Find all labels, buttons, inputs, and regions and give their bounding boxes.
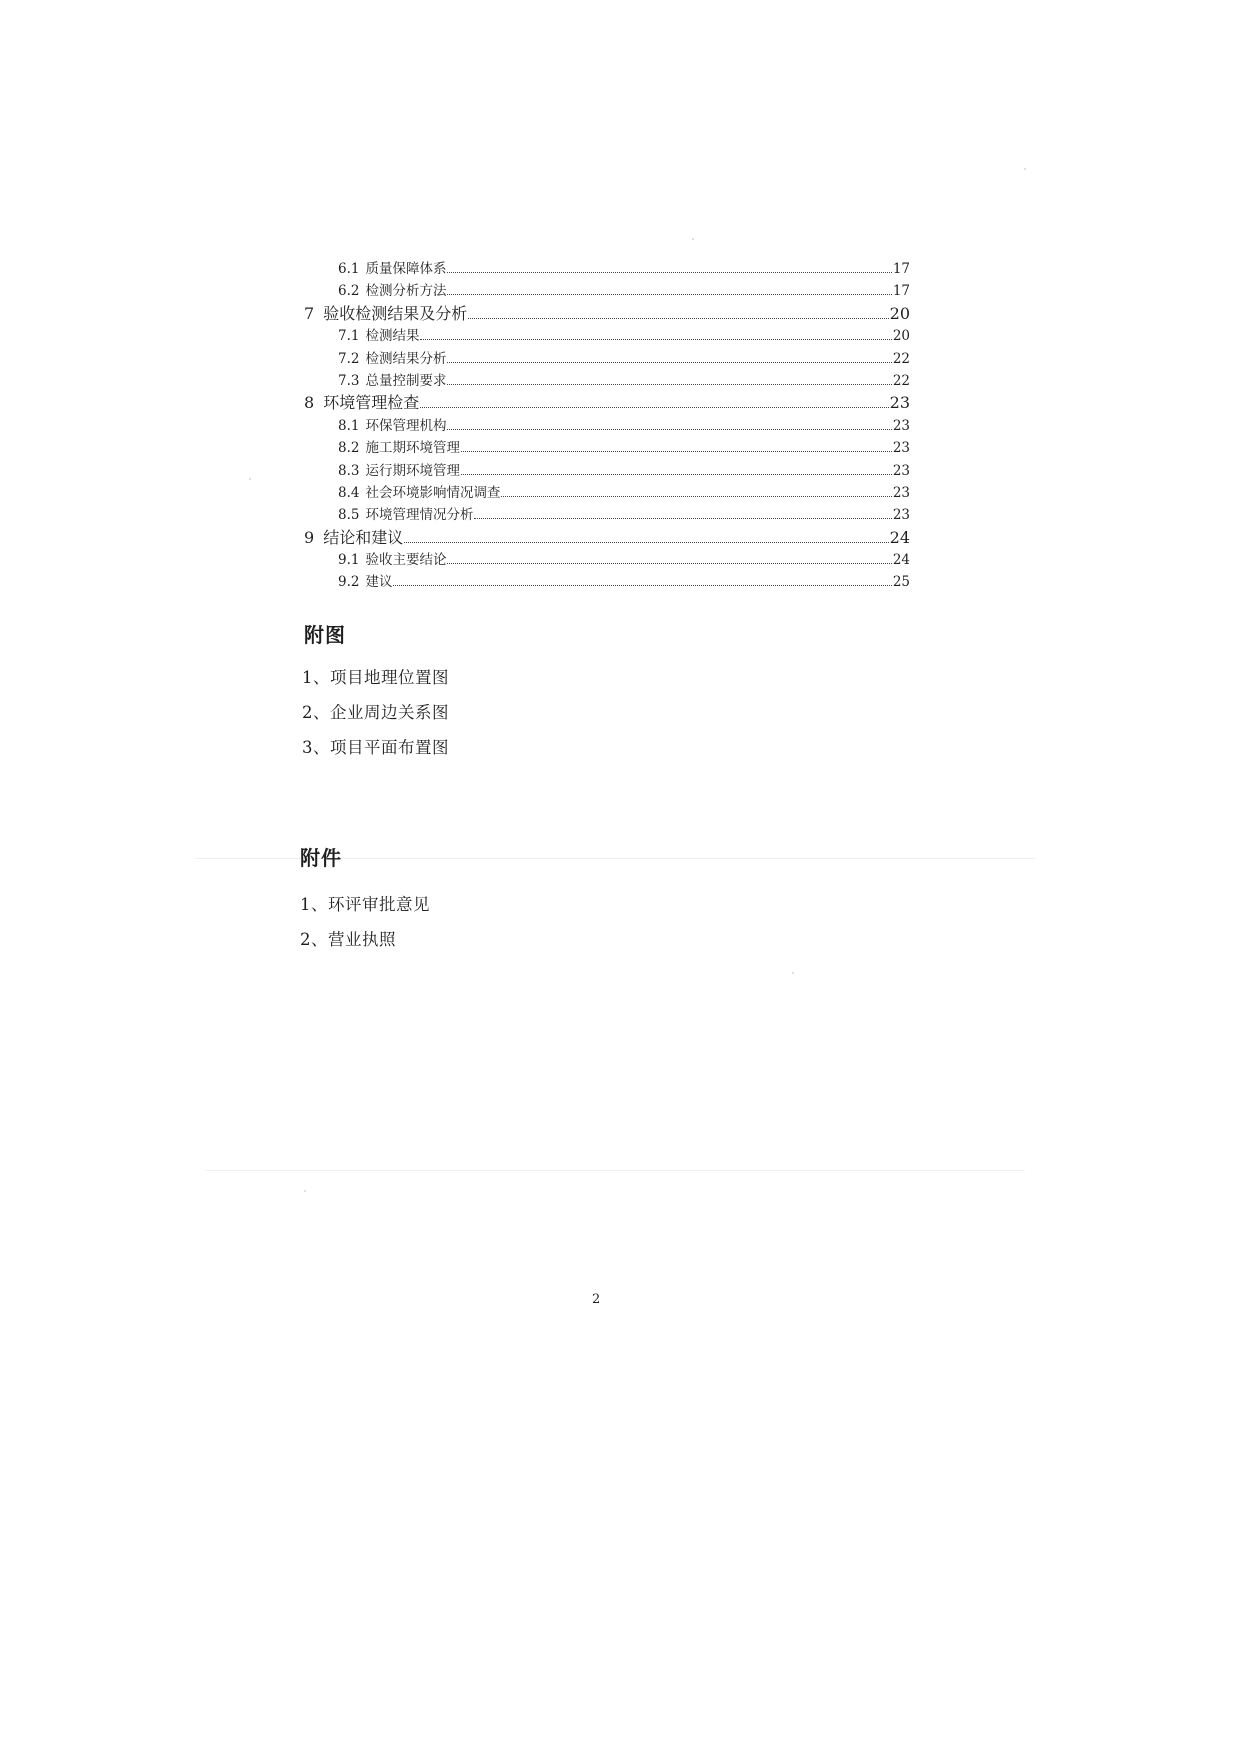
toc-entry[interactable] [304,482,910,504]
figure-list-item[interactable]: 2、企业周边关系图 [302,703,449,722]
toc-entry-page: 23 [889,393,910,413]
toc-entry[interactable] [304,370,910,392]
toc-entry-title: 建议 [365,574,393,591]
toc-dot-leader [393,584,891,586]
toc-dot-leader [461,450,892,452]
toc-entry-page: 17 [892,283,910,300]
toc-dot-leader [474,517,891,519]
toc-entry-title: 环保管理机构 [365,417,447,434]
toc-entry[interactable] [304,258,910,280]
toc-entry-number: 9.2 [338,574,360,591]
toc-entry-title: 环境管理情况分析 [365,507,474,524]
toc-entry-page: 20 [892,328,910,345]
scan-artifact-dot [249,478,251,480]
toc-entry[interactable] [304,392,910,414]
toc-dot-leader [461,473,892,475]
toc-dot-leader [468,317,888,319]
toc-dot-leader [447,293,891,295]
toc-entry[interactable] [304,348,910,370]
toc-entry-title: 检测结果分析 [365,350,447,367]
toc-dot-leader [447,383,891,385]
toc-entry-title: 环境管理检查 [323,393,420,413]
toc-entry-page: 23 [892,507,910,524]
toc-entry-page: 24 [889,527,910,547]
toc-entry-title: 检测分析方法 [365,283,447,300]
toc-entry-page: 24 [892,552,910,569]
toc-entry-title: 验收检测结果及分析 [323,303,468,323]
toc-entry-number: 9.1 [338,552,360,569]
table-of-contents [304,258,910,594]
scan-artifact-dot [1024,168,1026,170]
toc-entry-number: 6.1 [338,261,360,277]
toc-entry-number: 8.3 [338,462,360,479]
toc-entry[interactable] [304,325,910,347]
toc-entry-title: 运行期环境管理 [365,462,460,479]
toc-entry[interactable] [304,527,910,549]
toc-entry-number: 6.2 [338,283,360,300]
toc-entry-number: 7.1 [338,328,360,345]
toc-entry-number: 7.2 [338,350,360,367]
toc-entry-page: 22 [892,372,910,389]
scan-artifact-dot [692,238,694,240]
scan-artifact-dot [792,972,794,974]
toc-entry[interactable] [304,437,910,459]
toc-entry[interactable] [304,549,910,571]
figure-list-item[interactable]: 1、项目地理位置图 [302,668,449,687]
toc-entry-number: 8.5 [338,507,360,524]
toc-entry-number: 8.1 [338,417,360,434]
toc-entry-number: 7 [304,303,315,323]
toc-entry-number: 8.4 [338,484,360,501]
toc-entry[interactable] [304,303,910,325]
toc-dot-leader [420,406,888,408]
toc-entry-page: 25 [892,574,910,591]
toc-dot-leader [420,338,891,340]
figures-heading: 附图 [304,623,346,647]
toc-entry-page: 23 [892,462,910,479]
toc-entry[interactable] [304,460,910,482]
toc-dot-leader [447,428,891,430]
toc-entry-page: 23 [892,484,910,501]
toc-entry[interactable] [304,280,910,302]
toc-entry[interactable] [304,504,910,526]
toc-entry[interactable] [304,571,910,593]
toc-entry-page: 23 [892,417,910,434]
toc-entry-page: 23 [892,440,910,457]
toc-dot-leader [404,541,888,543]
attachment-list-item[interactable]: 1、环评审批意见 [300,895,430,914]
toc-dot-leader [447,562,891,564]
toc-entry-number: 7.3 [338,372,360,389]
attachments-heading: 附件 [300,846,342,870]
toc-entry-title: 检测结果 [365,328,420,345]
toc-entry-page: 17 [892,261,910,277]
toc-entry-page: 20 [889,303,910,323]
toc-dot-leader [447,271,891,273]
toc-dot-leader [447,361,891,363]
toc-entry[interactable] [304,415,910,437]
toc-entry-title: 社会环境影响情况调查 [365,484,501,501]
toc-dot-leader [501,495,891,497]
toc-entry-page: 22 [892,350,910,367]
toc-entry-title: 质量保障体系 [365,261,447,277]
scan-artifact-dot [304,1190,306,1192]
scan-artifact-line [205,1170,1025,1171]
figure-list-item[interactable]: 3、项目平面布置图 [302,738,449,757]
toc-entry-number: 8.2 [338,440,360,457]
toc-entry-number: 8 [304,393,315,413]
toc-entry-title: 总量控制要求 [365,372,447,389]
attachment-list-item[interactable]: 2、营业执照 [300,930,396,949]
page-number: 2 [592,1292,601,1307]
toc-entry-title: 结论和建议 [323,527,404,547]
toc-entry-title: 验收主要结论 [365,552,447,569]
toc-entry-title: 施工期环境管理 [365,440,460,457]
toc-entry-number: 9 [304,527,315,547]
